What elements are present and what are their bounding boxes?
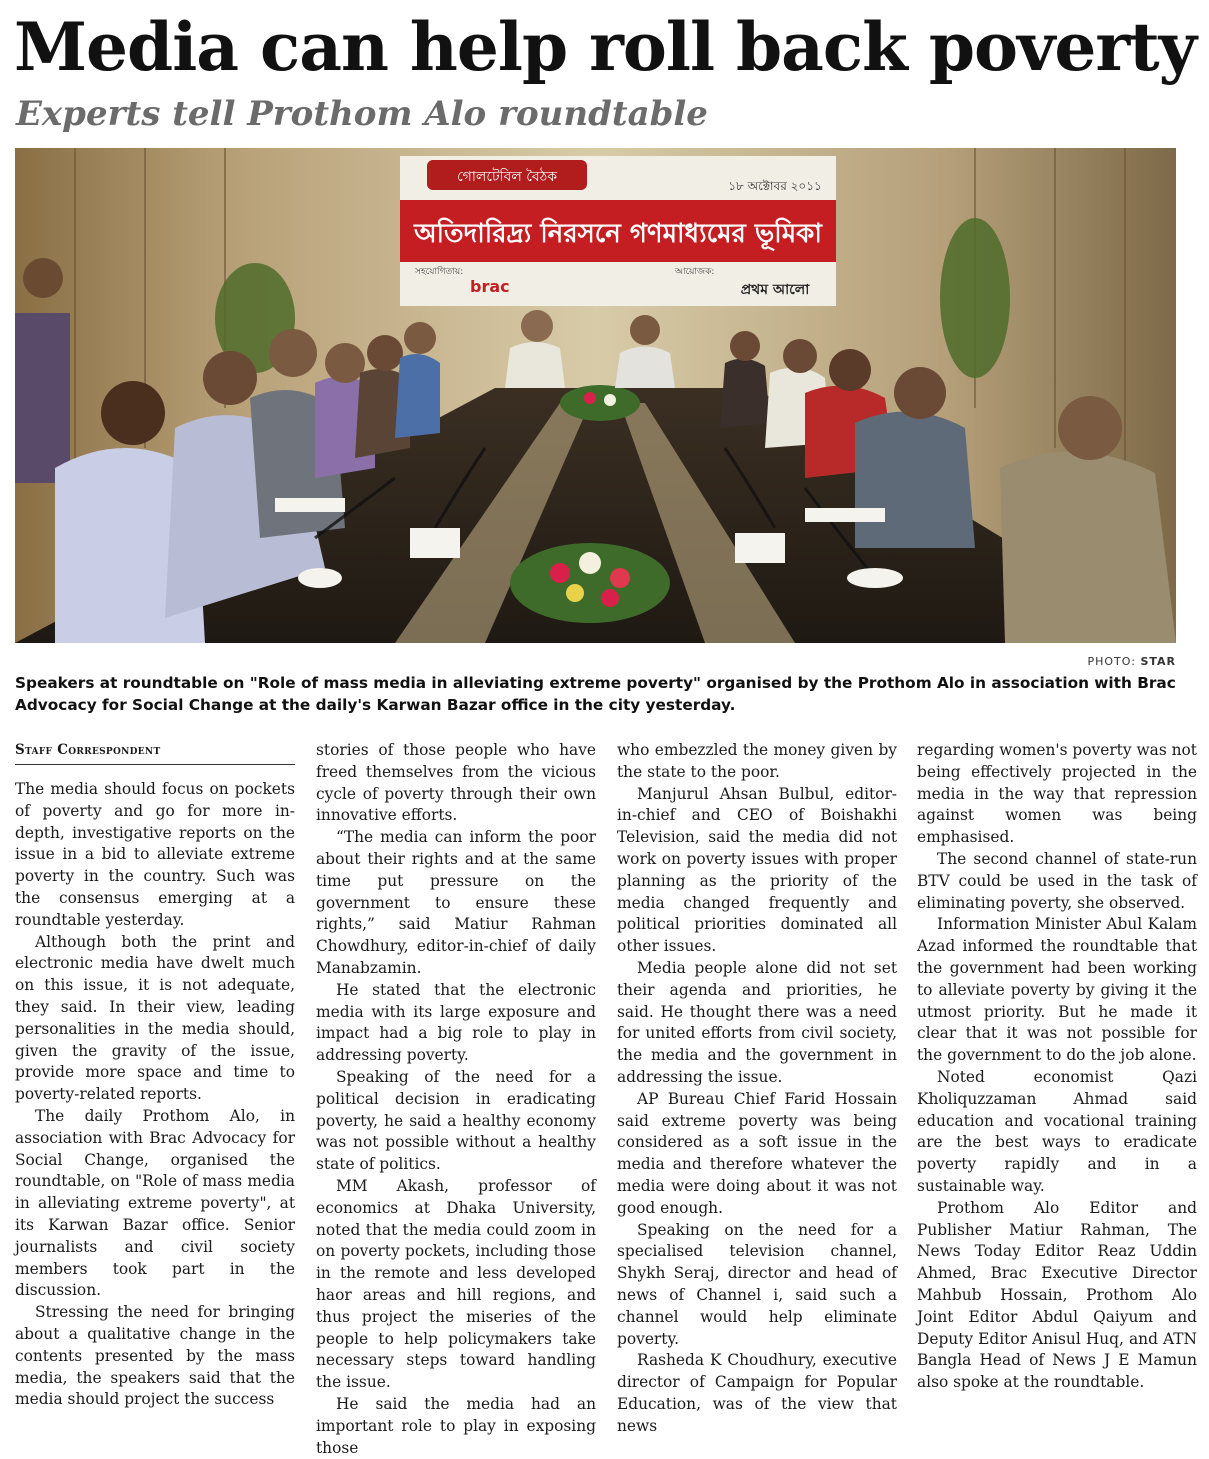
photo-caption: Speakers at roundtable on "Role of mass media in alleviating extreme poverty" organised by the Prothom Alo in association with Brac Advocacy for Social Change at the daily's Karwan Bazar office in the city yesterday. xyxy=(15,674,1176,714)
paragraph: Prothom Alo Editor and Publisher Matiur Rahman, The News Today Editor Reaz Uddin Ahmed, Brac Executive Director Mahbub Hossain, Prothom Alo Joint Editor Abdul Qaiyum and Deputy Editor Anisul Huq, and ATN Bangla Head of News J E Mamun also spoke at the roundtable. xyxy=(917,1198,1197,1392)
banner-sponsor-label: সহযোগিতায়: xyxy=(415,267,464,277)
byline: Staff Correspondent xyxy=(15,740,295,765)
roundtable-photo xyxy=(15,148,1176,643)
paragraph: The media should focus on pockets of poverty and go for more in-depth, investigative reports on the issue in a bid to alleviate extreme poverty in the country. Such was the consensus emerging at a roundtable yesterday. xyxy=(15,780,295,929)
paragraph: Manjurul Ahsan Bulbul, editor-in-chief and CEO of Boishakhi Television, said the media did not work on poverty issues with proper planning as the priority of the media changed frequently and political priorities dominated all other issues. xyxy=(617,784,897,956)
article-column-1 xyxy=(15,740,295,1409)
paragraph: He stated that the electronic media with its large exposure and impact had a big role to play in addressing poverty. xyxy=(316,980,596,1065)
banner-date: ১৮ অক্টোবর ২০১১ xyxy=(728,179,822,193)
article-column-4 xyxy=(917,740,1197,1390)
prothom-alo-logo: প্রথম আলো xyxy=(740,282,810,298)
paragraph: “The media can inform the poor about their rights and at the same time put pressure on the government to ensure these rights,” said Matiur Rahman Chowdhury, editor-in-chief of daily Manabzamin. xyxy=(316,828,596,977)
paragraph: Speaking of the need for a political decision in eradicating poverty, he said a healthy economy was not possible without a healthy state of politics. xyxy=(316,1067,596,1174)
banner-title: অতিদারিদ্র্য নিরসনে গণমাধ্যমের ভূমিকা xyxy=(414,219,822,249)
paragraph: He said the media had an important role to play in exposing those xyxy=(316,1394,596,1457)
banner-organizer-label: আয়োজক: xyxy=(675,267,715,277)
article-column-2 xyxy=(316,740,596,1457)
paragraph: regarding women's poverty was not being effectively projected in the media in the way that repression against women was being emphasised. xyxy=(917,741,1197,847)
photo-credit xyxy=(1000,655,1176,668)
paragraph: Information Minister Abul Kalam Azad informed the roundtable that the government had been working to alleviate poverty by giving it the utmost priority. But he made it clear that it was not possible for the government to do the job alone. xyxy=(917,915,1197,1065)
paragraph: who embezzled the money given by the state to the poor. xyxy=(617,741,897,781)
photo-credit-source: STAR xyxy=(1140,655,1176,668)
brac-logo: brac xyxy=(470,277,510,296)
event-banner xyxy=(400,156,836,306)
paragraph: MM Akash, professor of economics at Dhaka University, noted that the media could zoom in on poverty pockets, including those in the remote and less developed haor areas and hill regions, and thus project the miseries of the people to help policymakers take necessary steps toward handling the issue. xyxy=(316,1176,596,1392)
photo-credit-label: PHOTO: xyxy=(1087,655,1136,668)
paragraph: The daily Prothom Alo, in association with Brac Advocacy for Social Change, organised the roundtable, on "Role of mass media in alleviating extreme poverty", at its Karwan Bazar office. Senior journalists and civil society members took part in the discussion. xyxy=(15,1106,295,1300)
paragraph: The second channel of state-run BTV could be used in the task of eliminating poverty, she observed. xyxy=(917,849,1197,912)
paragraph: stories of those people who have freed themselves from the vicious cycle of poverty through their own innovative efforts. xyxy=(316,741,596,825)
headline: Media can help roll back poverty xyxy=(14,8,1196,86)
subheadline: Experts tell Prothom Alo roundtable xyxy=(16,94,708,134)
paragraph: Although both the print and electronic media have dwelt much on this issue, it is not adequate, they said. In their view, leading personalities in the media should, given the gravity of the issue, provide more space and time to poverty-related reports. xyxy=(15,932,295,1104)
paragraph: Media people alone did not set their agenda and priorities, he said. He thought there was a need for united efforts from civil society, the media and the government in addressing the issue. xyxy=(617,958,897,1086)
paragraph: Stressing the need for bringing about a qualitative change in the contents presented by the mass media, the speakers said that the media should project the success xyxy=(15,1303,295,1409)
article-column-3 xyxy=(617,740,897,1435)
paragraph: Speaking on the need for a specialised television channel, Shykh Seraj, director and head of news of Channel i, said such a channel would help eliminate poverty. xyxy=(617,1220,897,1348)
paragraph: Rasheda K Choudhury, executive director of Campaign for Popular Education, was of the view that news xyxy=(617,1351,897,1435)
banner-small-label: গোলটেবিল বৈঠক xyxy=(456,169,558,185)
paragraph: Noted economist Qazi Kholiquzzaman Ahmad said education and vocational training are the best ways to eradicate poverty rapidly and in a sustainable way. xyxy=(917,1067,1197,1195)
paragraph: AP Bureau Chief Farid Hossain said extreme poverty was being considered as a soft issue in the media and therefore whatever the media were doing about it was not good enough. xyxy=(617,1089,897,1217)
